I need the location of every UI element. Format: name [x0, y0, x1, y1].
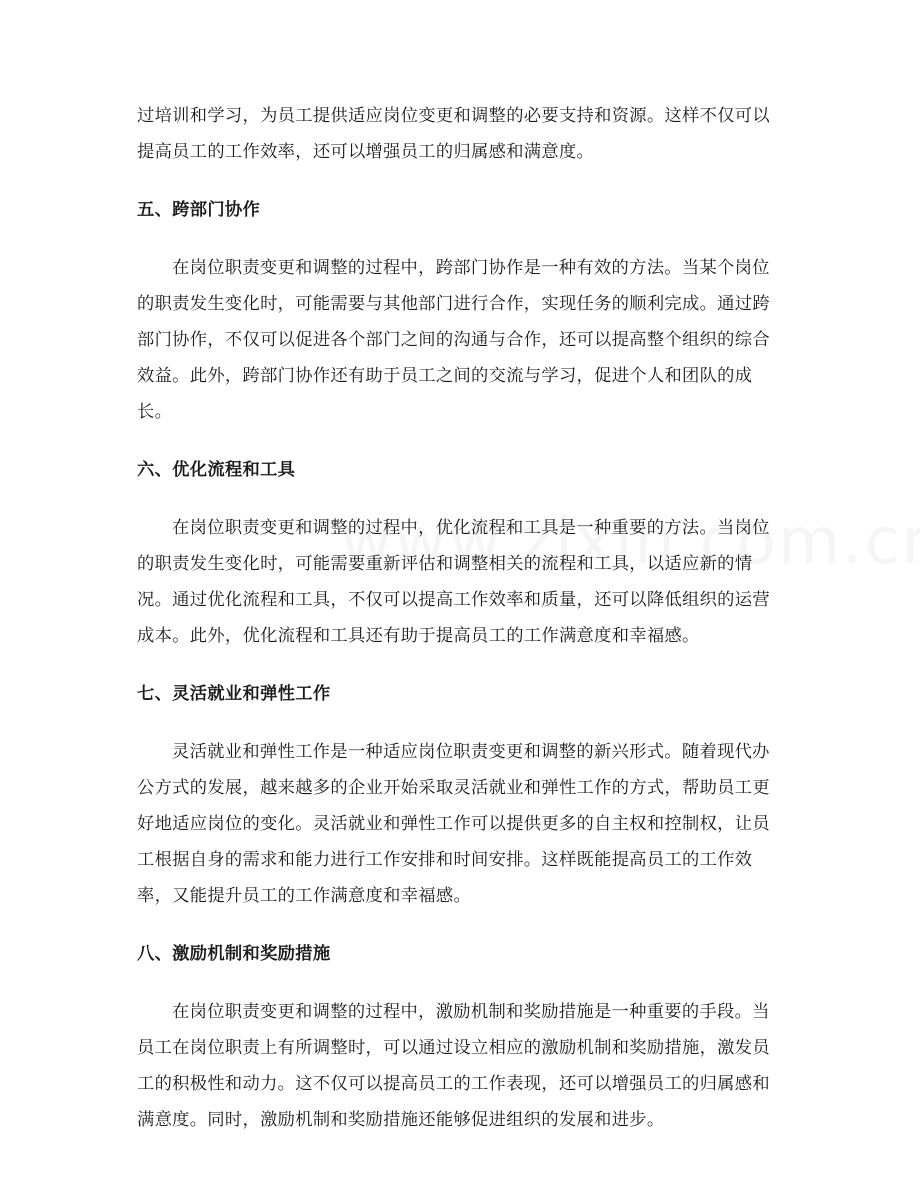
section-heading: 六、优化流程和工具	[137, 460, 296, 480]
section-heading: 七、灵活就业和弹性工作	[137, 684, 331, 704]
section-paragraph: 在岗位职责变更和调整的过程中，跨部门协作是一种有效的方法。当某个岗位的职责发生变化时，可能需要与其他部门进行合作，实现任务的顺利完成。通过跨部门协作，不仅可以促进各个部门之间的沟通与合作，还可以提高整个组织的综合效益。此外，跨部门协作还有助于员工之间的交流与学习，促进个人和团队的成长。	[137, 258, 770, 422]
section-6	[137, 452, 785, 654]
section-heading: 五、跨部门协作	[137, 200, 261, 220]
intro-paragraph: 过培训和学习，为员工提供适应岗位变更和调整的必要支持和资源。这样不仅可以提高员工的工作效率，还可以增强员工的归属感和满意度。	[137, 106, 770, 162]
section-7	[137, 676, 785, 914]
document-body	[137, 98, 785, 1138]
section-paragraph: 在岗位职责变更和调整的过程中，激励机制和奖励措施是一种重要的手段。当员工在岗位职责上有所调整时，可以通过设立相应的激励机制和奖励措施，激发员工的积极性和动力。这不仅可以提高员工的工作表现，还可以增强员工的归属感和满意度。同时，激励机制和奖励措施还能够促进组织的发展和进步。	[137, 1002, 770, 1130]
section-heading: 八、激励机制和奖励措施	[137, 944, 331, 964]
section-8	[137, 936, 785, 1138]
section-paragraph: 灵活就业和弹性工作是一种适应岗位职责变更和调整的新兴形式。随着现代办公方式的发展，越来越多的企业开始采取灵活就业和弹性工作的方式，帮助员工更好地适应岗位的变化。灵活就业和弹性工作可以提供更多的自主权和控制权，让员工根据自身的需求和能力进行工作安排和时间安排。这样既能提高员工的工作效率，又能提升员工的工作满意度和幸福感。	[137, 742, 770, 906]
section-paragraph: 在岗位职责变更和调整的过程中，优化流程和工具是一种重要的方法。当岗位的职责发生变化时，可能需要重新评估和调整相关的流程和工具，以适应新的情况。通过优化流程和工具，不仅可以提高工作效率和质量，还可以降低组织的运营成本。此外，优化流程和工具还有助于提高员工的工作满意度和幸福感。	[137, 518, 770, 646]
section-5	[137, 192, 785, 430]
